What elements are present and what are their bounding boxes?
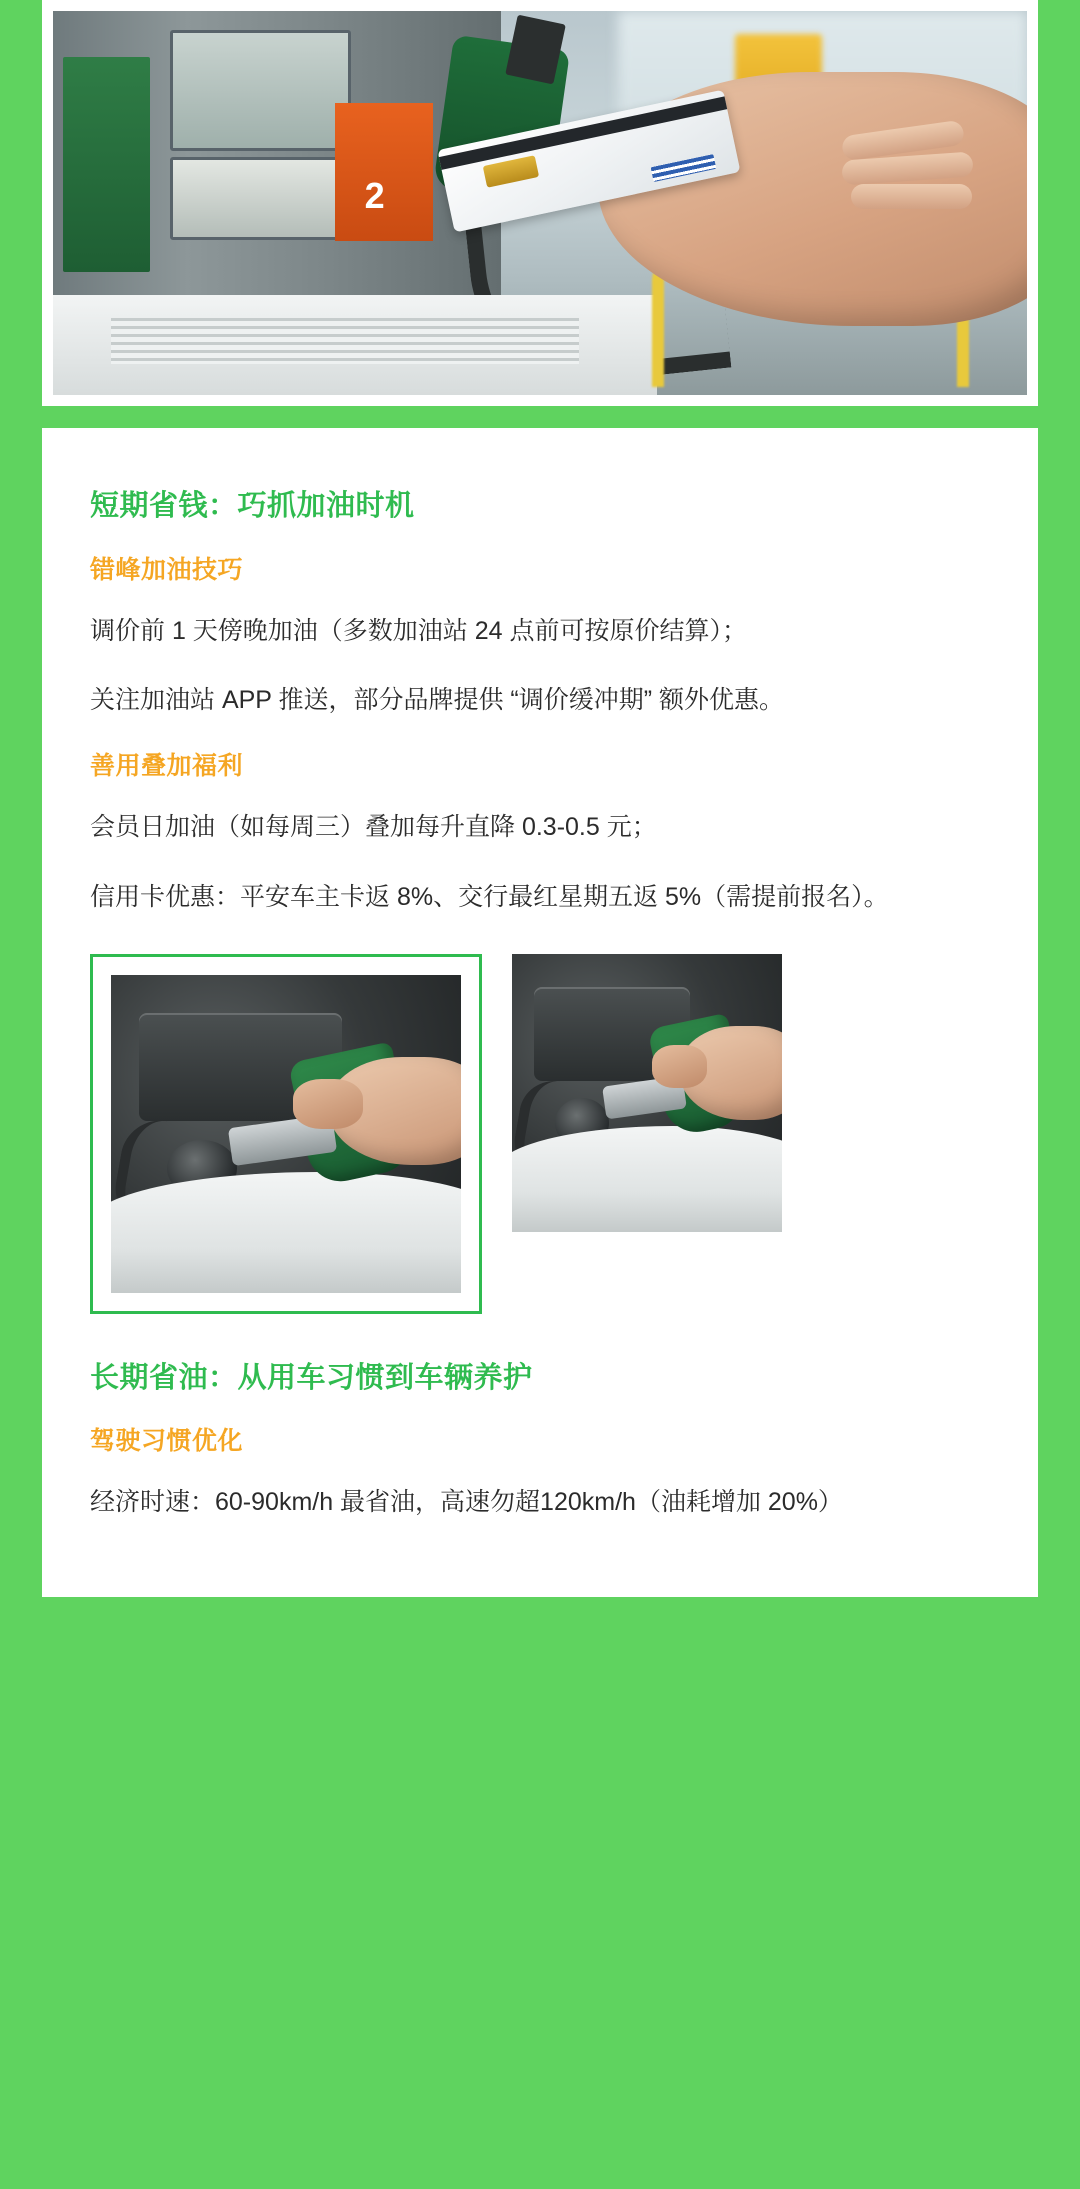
page-bottom-spacer [42, 1597, 1038, 1615]
car-fender [512, 1126, 782, 1232]
car-fender [111, 1172, 461, 1293]
fuel-grade-label [335, 103, 432, 241]
section-title-short-term: 短期省钱：巧抓加油时机 [90, 490, 415, 522]
gallery-item-small [512, 954, 782, 1232]
card-logo [650, 153, 716, 181]
refueling-engine-bay-photo-small [512, 954, 782, 1232]
article-content-card [42, 428, 1038, 1597]
fuel-pump-display [170, 30, 351, 151]
card-chip-icon [482, 155, 538, 187]
sub-title-driving-habits: 驾驶习惯优化 [90, 1427, 244, 1456]
image-gallery [90, 954, 990, 1314]
gallery-item-large [90, 954, 482, 1314]
paragraph-off-peak-1: 调价前 1 天傍晚加油（多数加油站 24 点前可按原价结算）； [90, 616, 747, 645]
hero-image-card [42, 0, 1038, 406]
finger [851, 184, 973, 209]
sub-title-off-peak: 错峰加油技巧 [90, 555, 244, 584]
sub-title-stacked-benefits: 善用叠加福利 [90, 752, 244, 781]
fuel-pump-keypad [170, 157, 351, 240]
paragraph-benefits-1: 会员日加油（如每周三）叠加每升直降 0.3-0.5 元； [90, 813, 657, 842]
pump-vent [111, 318, 579, 364]
paragraph-driving-habits-1: 经济时速：60-90km/h 最省油，高速勿超120km/h（油耗增加 20%） [90, 1488, 843, 1517]
paragraph-off-peak-2: 关注加油站 APP 推送，部分品牌提供 “调价缓冲期” 额外优惠。 [90, 686, 785, 715]
fuel-grade-number: 2 [364, 175, 385, 217]
refueling-engine-bay-photo-large [111, 975, 461, 1293]
fuel-pump-green-panel [63, 57, 151, 272]
section-title-long-term: 长期省油：从用车习惯到车辆养护 [90, 1361, 533, 1394]
paragraph-benefits-2: 信用卡优惠：平安车主卡返 8%、交行最红星期五返 5%（需提前报名）。 [90, 882, 889, 911]
gas-station-payment-photo [53, 11, 1027, 395]
